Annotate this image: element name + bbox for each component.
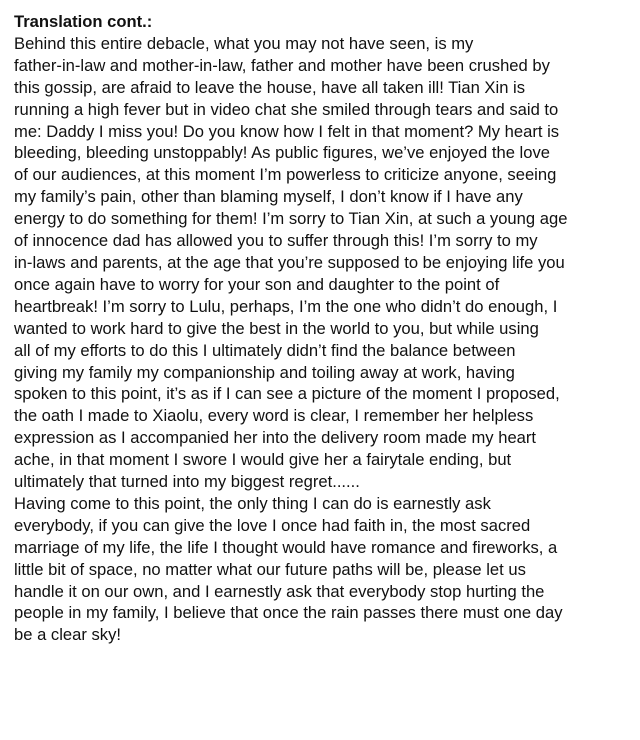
- document-heading: Translation cont.:: [14, 12, 153, 31]
- text-line: Having come to this point, the only thing I can do is earnestly ask: [14, 493, 491, 513]
- text-line: me: Daddy I miss you! Do you know how I felt in that moment? My heart is: [14, 121, 560, 141]
- text-line: wanted to work hard to give the best in the world to you, but while using: [14, 318, 539, 338]
- text-line: ultimately that turned into my biggest regret......: [14, 472, 360, 492]
- text-line: giving my family my companionship and toiling away at work, having: [14, 362, 515, 382]
- text-line: marriage of my life, the life I thought would have romance and fireworks, a: [14, 537, 558, 557]
- text-line: all of my efforts to do this I ultimately didn’t find the balance between: [14, 340, 516, 360]
- text-line: this gossip, are afraid to leave the house, have all taken ill! Tian Xin is: [14, 77, 526, 97]
- text-line: handle it on our own, and I earnestly ask that everybody stop hurting the: [14, 581, 545, 601]
- text-line: in-laws and parents, at the age that you’re supposed to be enjoying life you: [14, 252, 565, 272]
- text-line: heartbreak! I’m sorry to Lulu, perhaps, I’m the one who didn’t do enough, I: [14, 296, 558, 316]
- text-line: energy to do something for them! I’m sorry to Tian Xin, at such a young age: [14, 209, 568, 229]
- text-line: be a clear sky!: [14, 625, 121, 645]
- text-line: everybody, if you can give the love I once had faith in, the most sacred: [14, 515, 531, 535]
- text-line: ache, in that moment I swore I would give her a fairytale ending, but: [14, 450, 512, 470]
- text-line: spoken to this point, it’s as if I can see a picture of the moment I proposed,: [14, 384, 560, 404]
- text-line: of innocence dad has allowed you to suffer through this! I’m sorry to my: [14, 231, 538, 251]
- text-line: little bit of space, no matter what our future paths will be, please let us: [14, 559, 526, 579]
- text-line: once again have to worry for your son and daughter to the point of: [14, 274, 500, 294]
- text-line: my family’s pain, other than blaming myself, I don’t know if I have any: [14, 187, 523, 207]
- text-line: expression as I accompanied her into the delivery room made my heart: [14, 428, 537, 448]
- text-line: of our audiences, at this moment I’m powerless to criticize anyone, seeing: [14, 165, 557, 185]
- text-line: Behind this entire debacle, what you may not have seen, is my: [14, 33, 474, 53]
- text-line: people in my family, I believe that once the rain passes there must one day: [14, 603, 563, 623]
- translation-document: [14, 11, 630, 646]
- text-line: the oath I made to Xiaolu, every word is clear, I remember her helpless: [14, 406, 534, 426]
- text-line: running a high fever but in video chat she smiled through tears and said to: [14, 99, 559, 119]
- document-body: [14, 33, 630, 646]
- text-line: father-in-law and mother-in-law, father and mother have been crushed by: [14, 55, 550, 75]
- text-line: bleeding, bleeding unstoppably! As public figures, we’ve enjoyed the love: [14, 143, 550, 163]
